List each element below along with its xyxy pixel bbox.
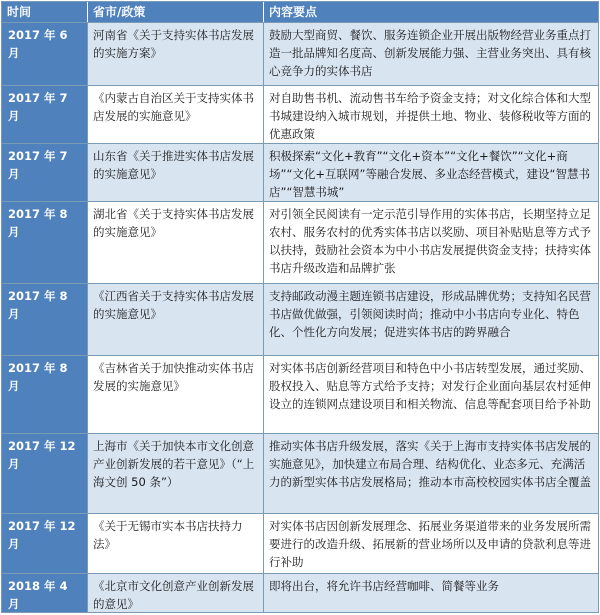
row-policy: 湖北省《关于支持实体书店发展的实施意见》 xyxy=(88,202,264,283)
row-time: 2017 年 7 月 xyxy=(2,144,88,201)
row-content: 推动实体书店升级发展，落实《关于上海市支持实体书店发展的实施意见》，加快建立布局合理、结构优化、业态多元、充满活力的新型实体书店发展格局；推动本市高校校园实体书店全覆盖 xyxy=(269,439,591,489)
row-time: 2017 年 7 月 xyxy=(2,86,88,143)
table-row xyxy=(2,573,598,612)
table-row xyxy=(2,513,598,573)
table-row xyxy=(2,355,598,433)
row-content: 支持邮政动漫主题连锁书店建设，形成品牌优势；支持知名民营书店做优做强，引领阅读时尚；推动中小书店向专业化、特色化、个性化方向发展；促进实体书店的跨界融合 xyxy=(269,289,591,339)
header-content: 内容要点 xyxy=(269,5,318,19)
row-policy: 山东省《关于推进实体书店发展的实施意见》 xyxy=(88,144,264,201)
row-content: 即将出台，将允许书店经营咖啡、简餐等业务 xyxy=(269,579,499,593)
table-row xyxy=(2,143,598,201)
row-policy: 上海市《关于加快本市文化创意产业创新发展的若干意见》（“上海文创 50 条”） xyxy=(88,434,264,513)
header-province: 省市/政策 xyxy=(88,2,264,22)
table-row xyxy=(2,201,598,283)
row-policy: 《吉林省关于加快推动实体书店发展的实施意见》 xyxy=(88,356,264,433)
table-header xyxy=(2,2,598,22)
row-policy: 《江西省关于支持实体书店发展的实施意见》 xyxy=(88,284,264,355)
row-time: 2017 年 12 月 xyxy=(2,434,88,513)
row-time: 2017 年 8 月 xyxy=(2,284,88,355)
row-time: 2017 年 8 月 xyxy=(2,202,88,283)
row-policy: 河南省《关于支持实体书店发展的实施方案》 xyxy=(88,23,264,85)
row-content: 对引领全民阅读有一定示范引导作用的实体书店，长期坚持立足农村、服务农村的优秀实体书店以奖励、项目补贴贴息等方式予以扶持，鼓励社会资本为中小书店发展提供资金支持；扶持实体书店升级改造和品牌扩张 xyxy=(269,207,591,275)
row-time: 2017 年 8 月 xyxy=(2,356,88,433)
row-time: 2018 年 4 月 xyxy=(2,574,88,612)
table-row xyxy=(2,85,598,143)
table-row xyxy=(2,22,598,85)
table-row xyxy=(2,283,598,355)
row-content: 对实体书店创新经营项目和特色中小书店转型发展，通过奖励、股权投入、贴息等方式给予支持；对发行企业面向基层农村延伸设立的连锁网点建设项目和相关物流、信息等配套项目给予补助 xyxy=(269,361,591,411)
row-time: 2017 年 12 月 xyxy=(2,514,88,573)
row-content: 对自助售书机、流动售书车给予资金支持；对文化综合体和大型书城建设纳入城市规划，并提供土地、物业、装修税收等方面的优惠政策 xyxy=(269,91,591,141)
row-time: 2017 年 6 月 xyxy=(2,23,88,85)
header-time: 时间 xyxy=(2,2,88,22)
row-policy: 《内蒙古自治区关于支持实体书店发展的实施意见》 xyxy=(88,86,264,143)
policy-table xyxy=(1,1,599,613)
row-policy: 《北京市文化创意产业创新发展的意见》 xyxy=(88,574,264,612)
row-content: 鼓励大型商贸、餐饮、服务连锁企业开展出版物经营业务重点打造一批品牌知名度高、创新发展能力强、主营业务突出、具有核心竞争力的实体书店 xyxy=(269,28,591,78)
row-policy: 《关于无锡市实本书店扶持力法》 xyxy=(88,514,264,573)
row-content: 对实体书店因创新发展理念、拓展业务渠道带来的业务发展所需要进行的改造升级、拓展新的营业场所以及申请的贷款利息等进行补助 xyxy=(269,519,591,569)
row-content: 积极探索“文化+教育”“文化+资本”“文化+餐饮”“文化+商场”“文化+互联网”等融合发展、多业态经营模式，建设“智慧书店”“智慧书城” xyxy=(269,149,590,199)
table-row xyxy=(2,433,598,513)
